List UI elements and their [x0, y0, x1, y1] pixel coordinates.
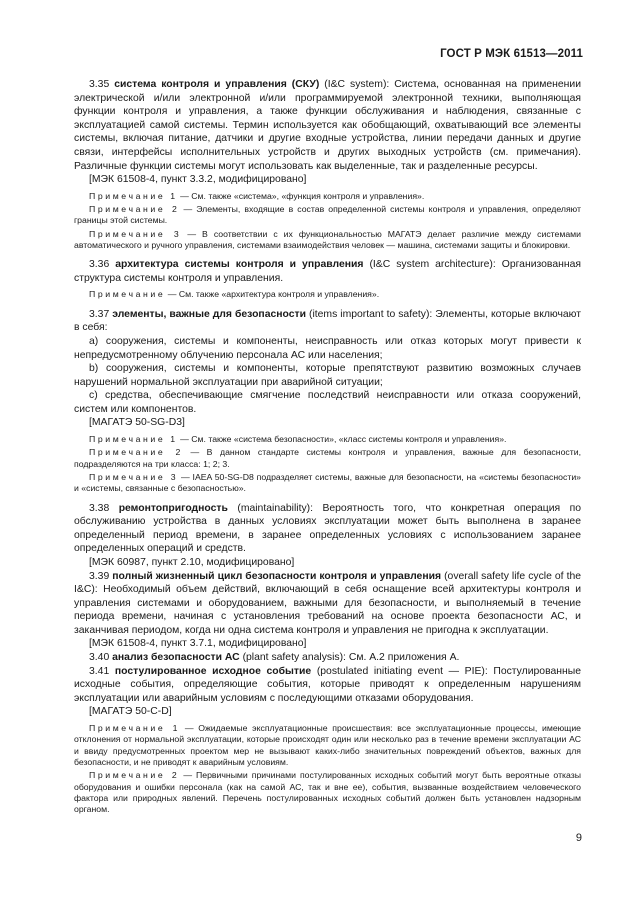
note-label: Примечание 3	[89, 228, 182, 239]
source-reference: [МЭК 61508-4, пункт 3.7.1, модифицировано]	[89, 638, 307, 650]
definition-text: (plant safety analysis): См. А.2 приложения А.	[242, 652, 460, 664]
source-reference: [МАГАТЭ 50-SG-D3]	[89, 417, 185, 429]
note-text: — См. также «система безопасности», «класс системы контроля и управления».	[180, 434, 507, 445]
note	[74, 204, 581, 227]
note-text: — В данном стандарте системы контроля и управления, важные для безопасности, подразделяются на три класса: 1; 2; 3.	[74, 447, 581, 469]
definition-text: (overall safety life cycle of the I&C): Необходимый объем действий, включающий в себя оснащение всей архитектуры контроля и управления системами и оборудованием, важными для безопасности, и выполняемый в течение периода времени, начиная с установления требований на основе проекта безопасности АС, и заканчивая периодом, когда ни одна система контроля и управления не пригодна к эксплуатации.	[74, 570, 582, 636]
definition-3-40	[74, 651, 581, 665]
note	[74, 472, 581, 495]
definition-text: (I&C system): Система, основанная на применении электрической и/или электронной и/или программируемой электронной техники, выполняющая функции контроля и управления, а также функции обслуживания и наблюдения, связанные с эксплуатацией самой системы. Термин используется как обобщающий, охватывающий все элементы системы, включая питание, датчики и другие входные устройства, линии передачи данных и другие связи, интерфейсы исполнительных устройств и других выходных устройств (см. примечания). Различные функции системы могут использовать как выделенные, так и разделенные ресурсы.	[74, 79, 582, 172]
page-header: ГОСТ Р МЭК 61513—2011	[440, 48, 583, 60]
list-item: а) сооружения, системы и компоненты, неисправность или отказ которых могут привести к непредусмотренному облучению персонала АС или населения;	[74, 335, 581, 361]
term: полный жизненный цикл безопасности контроля и управления	[112, 570, 442, 582]
note-text: — IAEA 50-SG-D8 подразделяет системы, важные для безопасности, на «системы безопасности» и «системы, связанные с безопасностью».	[74, 471, 582, 494]
clause-number: 3.38	[89, 502, 110, 514]
note	[74, 447, 581, 470]
clause-number: 3.41	[89, 665, 110, 677]
definition-text: (items important to safety): Элементы, которые включают в себя:	[74, 308, 582, 334]
definition-3-41	[74, 665, 581, 706]
note-label: Примечание 1	[89, 723, 181, 734]
source-reference: [МАГАТЭ 50-С-D]	[89, 706, 172, 718]
note	[74, 229, 581, 252]
note-text: — Первичными причинами постулированных исходных событий могут быть вероятные отказы оборудования и ошибки персонала (как на самой АС, так и вне ее), события, вызванные воздействием человеческого фактора или природных явлений. Перечень постулированных исходных событий должен быть установлен надзорным органом.	[74, 770, 581, 815]
clause-number: 3.40	[89, 652, 110, 664]
note	[74, 191, 581, 202]
clause-number: 3.39	[89, 570, 110, 582]
note	[74, 770, 581, 815]
clause-number: 3.36	[89, 259, 110, 271]
note-text: — В соответствии с их функциональностью МАГАТЭ делает различие между системами автоматического и ручного управления, системами взаимодействия человек — машина, системами защиты и блокировки.	[74, 228, 581, 250]
note-label: Примечание 1	[89, 190, 178, 201]
note-label: Примечание	[89, 289, 166, 300]
note	[74, 289, 581, 300]
note-label: Примечание 1	[89, 434, 178, 445]
definition-3-39	[74, 570, 581, 638]
definition-3-38	[74, 502, 581, 556]
term: анализ безопасности АС	[112, 652, 240, 664]
term: постулированное исходное событие	[114, 665, 312, 677]
page-content	[74, 78, 581, 817]
clause-number: 3.35	[89, 79, 110, 90]
definition-3-36	[74, 258, 581, 285]
definition-text: (I&C system architecture): Организованная структура системы контроля и управления.	[74, 259, 581, 284]
note-text: — Элементы, входящие в состав определенной системы контроля и управления, определяют границы этой системы.	[74, 204, 581, 226]
term: элементы, важные для безопасности	[112, 308, 306, 320]
note-label: Примечание 2	[89, 204, 180, 215]
note-label: Примечание 2	[89, 770, 180, 781]
clause-number: 3.37	[89, 308, 110, 320]
definition-text: (postulated initiating event — PIE): Постулированные исходные события, определяющие события, которые приводят к определенным нарушениям эксплуатации или аварийным условиям с последующими отказами оборудования.	[74, 665, 581, 704]
note	[74, 723, 581, 768]
list-item: b) сооружения, системы и компоненты, которые препятствуют развитию возможных случаев нарушений нормальной эксплуатации при аварийной ситуации;	[74, 363, 581, 388]
note	[74, 434, 581, 445]
note-text: — См. также «архитектура контроля и управления».	[167, 289, 380, 300]
definition-text: (maintainability): Вероятность того, что конкретная операция по обслуживанию устройства в данных условиях эксплуатации может быть выполнена в заранее определенный период времени, в заранее определенных условиях с использованием заранее определенных операций и средств.	[74, 502, 582, 555]
definition-3-35	[74, 78, 581, 173]
list-item: с) средства, обеспечивающие смягчение последствий неисправности или отказа сооружений, систем или компонентов.	[74, 390, 581, 415]
term: система контроля и управления (СКУ)	[114, 79, 320, 90]
definition-3-37	[74, 308, 581, 335]
note-label: Примечание 3	[89, 471, 179, 482]
term: ремонтопригодность	[118, 502, 228, 514]
source-reference: [МЭК 61508-4, пункт 3.3.2, модифицировано]	[89, 174, 307, 186]
note-text: — См. также «система», «функция контроля и управления».	[180, 190, 425, 201]
note-text: — Ожидаемые эксплуатационные происшествия: все эксплуатационные процессы, имеющие отклонения от нормальной эксплуатации, которые происходят один или несколько раз в течение времени эксплуатации АС и ввиду предусмотренных проектом мер не вызывают каких-либо значительных повреждений объектов, важных для безопасности, и не приводят к аварийным условиям.	[74, 723, 582, 767]
source-reference: [МЭК 60987, пункт 2.10, модифицировано]	[89, 556, 295, 568]
page-number: 9	[575, 832, 582, 844]
term: архитектура системы контроля и управления	[115, 259, 364, 271]
note-label: Примечание 2	[89, 447, 183, 458]
